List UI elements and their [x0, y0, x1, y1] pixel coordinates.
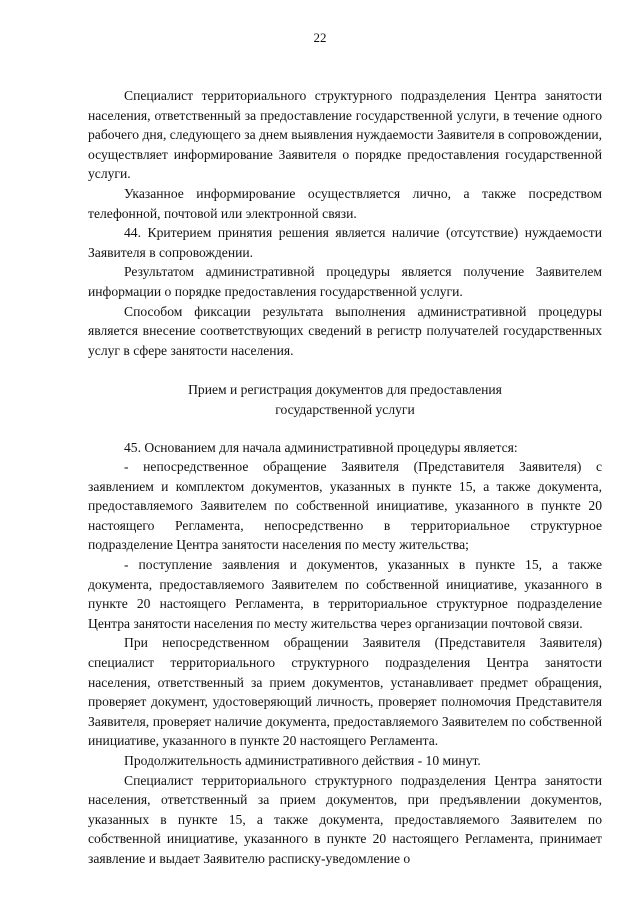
section-heading-line: Прием и регистрация документов для предоставления	[188, 382, 502, 398]
paragraph: При непосредственном обращении Заявителя (Представителя Заявителя) специалист территориального структурного подразделения Центра занятости населения, ответственный за прием документов, устанавливает предмет обращения, проверяет документ, удостоверяющий личность, проверяет полномочия Представителя Заявителя, проверяет наличие документа, предоставляемого Заявителем по собственной инициативе, указанного в пункте 20 настоящего Регламента.	[88, 635, 602, 749]
section-heading-line: государственной услуги	[275, 401, 415, 417]
section-heading	[88, 380, 602, 419]
document-body	[88, 86, 602, 869]
paragraph: - непосредственное обращение Заявителя (Представителя Заявителя) с заявлением и комплектом документов, указанных в пункте 15, а также документа, предоставляемого Заявителем по собственной инициативе, указанного в пункте 20 настоящего Регламента, непосредственно в территориальное структурное подразделение Центра занятости населения по месту жительства;	[88, 459, 602, 553]
paragraph: - поступление заявления и документов, указанных в пункте 15, а также документа, предоставляемого Заявителем по собственной инициативе, указанного в пункте 20 настоящего Регламента, в территориальное структурное подразделение Центра занятости населения по месту жительства через организации почтовой связи.	[88, 557, 602, 631]
page-number: 22	[313, 30, 327, 45]
paragraph: Продолжительность административного действия - 10 минут.	[124, 753, 481, 768]
paragraph: 44. Критерием принятия решения является наличие (отсутствие) нуждаемости Заявителя в сопровождении.	[88, 225, 602, 260]
paragraph: Специалист территориального структурного подразделения Центра занятости населения, ответственный за предоставление государственной услуги, в течение одного рабочего дня, следующего за днем выявления нуждаемости Заявителя в сопровождении, осуществляет информирование Заявителя о порядке предоставления государственной услуги.	[88, 88, 603, 182]
paragraph: Результатом административной процедуры является получение Заявителем информации о порядке предоставления государственной услуги.	[88, 264, 602, 299]
paragraph: 45. Основанием для начала административной процедуры является:	[124, 439, 518, 455]
paragraph: Способом фиксации результата выполнения административной процедуры является внесение соответствующих сведений в регистр получателей государственных услуг в сфере занятости населения.	[88, 303, 602, 358]
paragraph: Указанное информирование осуществляется лично, а также посредством телефонной, почтовой или электронной связи.	[88, 185, 602, 221]
paragraph: Специалист территориального структурного подразделения Центра занятости населения, ответственный за прием документов, при предъявлении документов, указанных в пункте 15, а также документа, предоставляемого Заявителем по собственной инициативе, указанного в пункте 20 настоящего Регламента, принимает заявление и выдает Заявителю расписку-уведомление о	[88, 772, 602, 866]
